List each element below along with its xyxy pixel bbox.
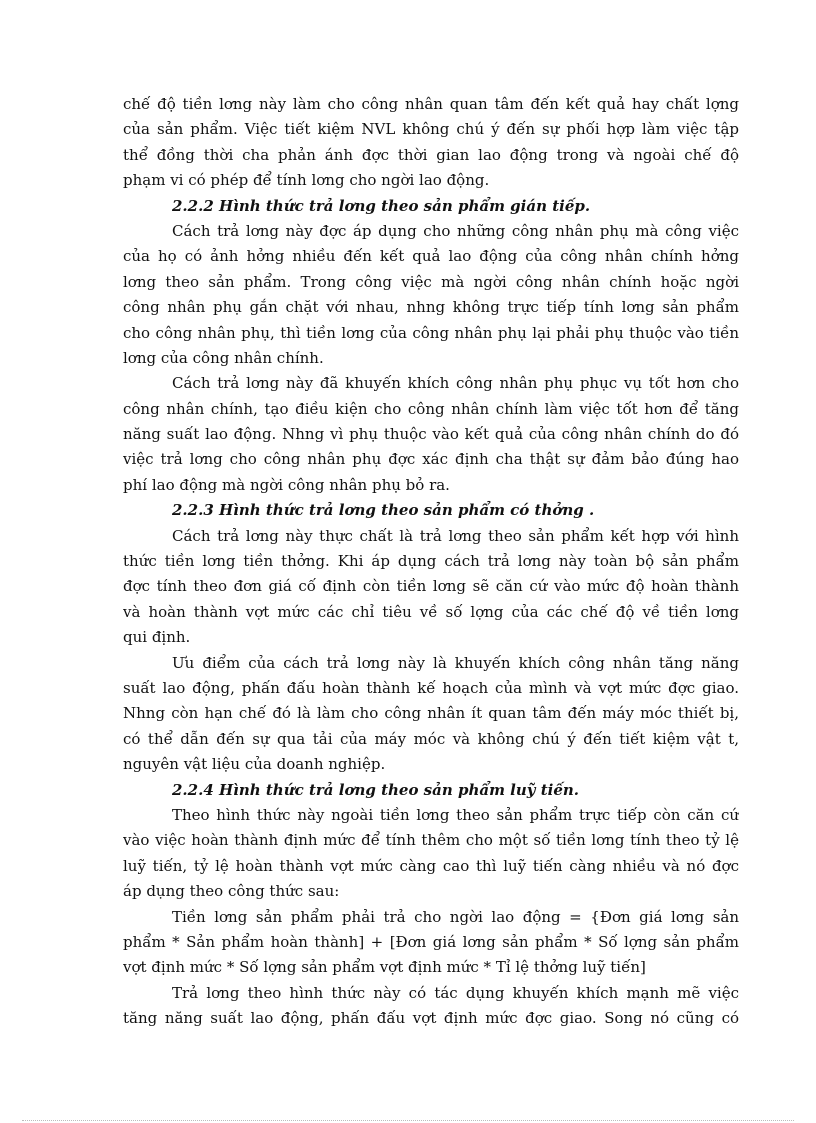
section-heading <box>123 194 739 219</box>
heading-text: 2.2.4 Hình thức trả lơng theo sản phẩm luỹ tiến. <box>172 780 580 799</box>
text-line: công nhân chính, tạo điều kiện cho công nhân chính làm việc tốt hơn để tăng <box>123 399 739 418</box>
text-line: suất lao động, phấn đấu hoàn thành kế hoạch của mình và vợt mức đợc giao. <box>123 678 739 697</box>
text-line: Cách trả lơng này đã khuyến khích công nhân phụ phục vụ tốt hơn cho <box>172 374 739 393</box>
text-line: Theo hình thức này ngoài tiền lơng theo sản phẩm trực tiếp còn căn cứ <box>172 805 739 824</box>
text-line: việc trả lơng cho công nhân phụ đợc xác định cha thật sự đảm bảo đúng hao <box>123 450 739 469</box>
heading-text: 2.2.2 Hình thức trả lơng theo sản phẩm gián tiếp. <box>172 196 591 215</box>
text-line: Cách trả lơng này đợc áp dụng cho những công nhân phụ mà công việc <box>172 221 739 240</box>
text-line: cho công nhân phụ, thì tiền lơng của công nhân phụ lại phải phụ thuộc vào tiền <box>123 323 739 342</box>
text-line: phẩm * Sản phẩm hoàn thành] + [Đơn giá lơng sản phẩm * Số lợng sản phẩm <box>123 932 739 951</box>
paragraph <box>123 651 739 778</box>
text-line: nguyên vật liệu của doanh nghiệp. <box>123 755 386 774</box>
text-line: Tiền lơng sản phẩm phải trả cho ngời lao động = {Đơn giá lơng sản <box>172 907 739 926</box>
text-line: phạm vi có phép để tính lơng cho ngời lao động. <box>123 171 490 190</box>
document-body <box>123 92 739 1031</box>
text-line: Cách trả lơng này thực chất là trả lơng theo sản phẩm kết hợp với hình <box>172 526 739 545</box>
paragraph <box>123 524 739 651</box>
text-line: thể đồng thời cha phản ánh đợc thời gian lao động trong và ngoài chế độ <box>123 145 739 164</box>
paragraph <box>123 803 739 905</box>
text-line: áp dụng theo công thức sau: <box>123 882 340 901</box>
section-heading <box>123 498 739 523</box>
text-line: năng suất lao động. Nhng vì phụ thuộc vào kết quả của công nhân chính do đó <box>123 425 739 444</box>
text-line: có thể dẫn đến sự qua tải của máy móc và không chú ý đến tiết kiệm vật t, <box>123 729 739 748</box>
text-line: vợt định mức * Số lợng sản phẩm vợt định mức * Tỉ lệ thởng luỹ tiến] <box>123 958 646 977</box>
paragraph <box>123 371 739 498</box>
text-line: chế độ tiền lơng này làm cho công nhân quan tâm đến kết quả hay chất lợng <box>123 95 739 113</box>
text-line: lơng theo sản phẩm. Trong công việc mà ngời công nhân chính hoặc ngời <box>123 272 739 291</box>
section-heading <box>123 778 739 803</box>
text-line: qui định. <box>123 628 191 647</box>
heading-text: 2.2.3 Hình thức trả lơng theo sản phẩm có thởng . <box>172 501 595 520</box>
paragraph <box>123 981 739 1032</box>
text-line: vào việc hoàn thành định mức để tính thêm cho một số tiền lơng tính theo tỷ lệ <box>123 831 739 850</box>
text-line: công nhân phụ gắn chặt với nhau, nhng không trực tiếp tính lơng sản phẩm <box>123 298 739 317</box>
text-line: Ưu điểm của cách trả lơng này là khuyến khích công nhân tăng năng <box>172 653 739 672</box>
text-line: Trả lơng theo hình thức này có tác dụng khuyến khích mạnh mẽ việc <box>172 983 739 1002</box>
paragraph <box>123 905 739 981</box>
text-line: Nhng còn hạn chế đó là làm cho công nhân ít quan tâm đến máy móc thiết bị, <box>123 704 739 723</box>
text-line: tăng năng suất lao động, phấn đấu vợt định mức đợc giao. Song nó cũng có <box>123 1009 739 1028</box>
text-line: luỹ tiến, tỷ lệ hoàn thành vợt mức càng cao thì luỹ tiến càng nhiều và nó đợc <box>123 856 739 875</box>
paragraph <box>123 219 739 371</box>
text-line: lơng của công nhân chính. <box>123 348 324 367</box>
text-line: phí lao động mà ngời công nhân phụ bỏ ra. <box>123 475 450 494</box>
text-line: đợc tính theo đơn giá cố định còn tiền lơng sẽ căn cứ vào mức độ hoàn thành <box>123 577 739 596</box>
page-bottom-dotted-rule <box>22 1120 794 1121</box>
text-line: và hoàn thành vợt mức các chỉ tiêu về số lợng của các chế độ về tiền lơng <box>123 602 739 621</box>
paragraph <box>123 92 739 194</box>
text-line: của sản phẩm. Việc tiết kiệm NVL không chú ý đến sự phối hợp làm việc tập <box>123 120 739 139</box>
text-line: của họ có ảnh hởng nhiều đến kết quả lao động của công nhân chính hởng <box>123 247 739 266</box>
text-line: thức tiền lơng tiền thởng. Khi áp dụng cách trả lơng này toàn bộ sản phẩm <box>123 552 739 571</box>
